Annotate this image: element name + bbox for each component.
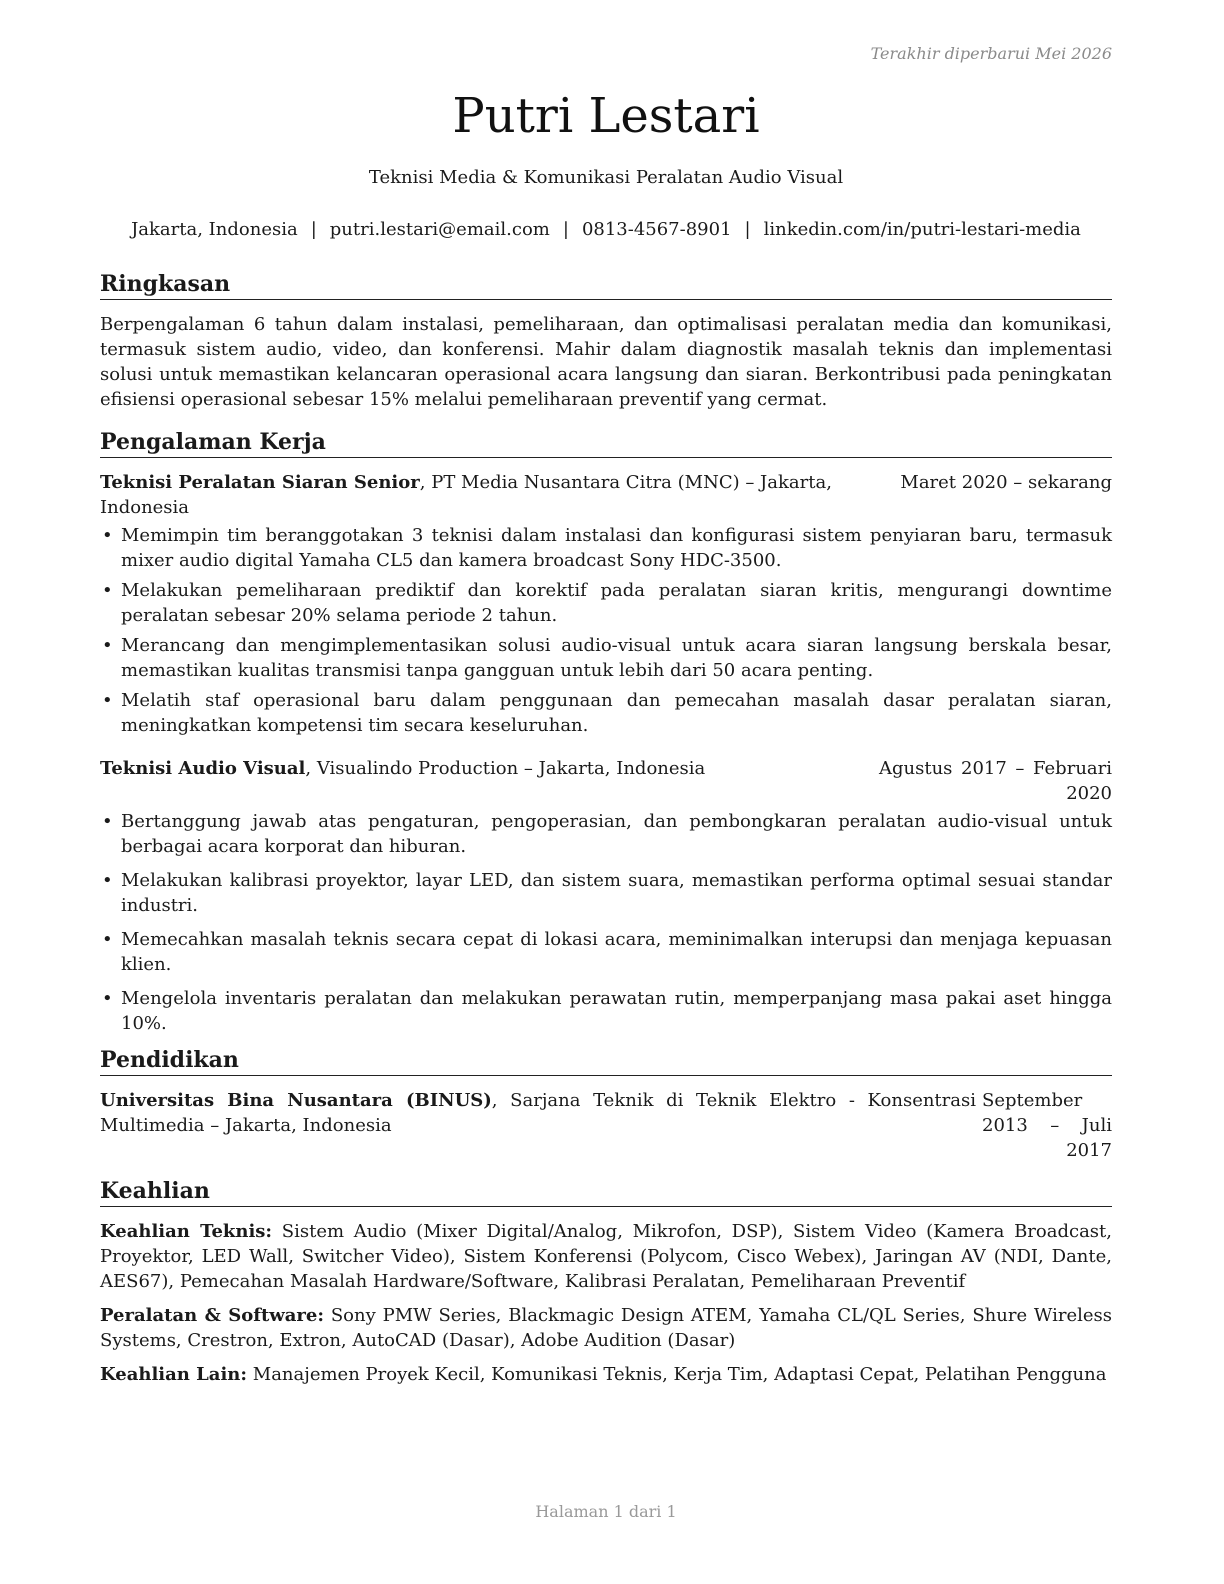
candidate-title: Teknisi Media & Komunikasi Peralatan Audio Visual	[368, 167, 844, 188]
job-bullet-list	[100, 809, 1112, 1036]
contact-separator: |	[310, 219, 317, 240]
experience-heading: Pengalaman Kerja	[100, 428, 1112, 458]
job-bullet: • Melakukan pemeliharaan prediktif dan korektif pada peralatan siaran kritis, mengurangi downtime peralatan sebesar 20% selama periode 2 tahun.	[100, 578, 1112, 628]
skill-label: Keahlian Teknis:	[100, 1221, 273, 1242]
job-company: , PT Media Nusantara Citra (MNC) – Jakarta, Indonesia	[100, 472, 832, 518]
job-dates: Maret 2020 – sekarang	[900, 472, 1112, 493]
summary-heading: Ringkasan	[100, 270, 1112, 300]
job-bullet: • Memimpin tim beranggotakan 3 teknisi dalam instalasi dan konfigurasi sistem penyiaran baru, termasuk mixer audio digital Yamaha CL5 dan kamera broadcast Sony HDC-3500.	[100, 523, 1112, 573]
job-title-line	[100, 470, 880, 520]
education-line	[100, 1088, 976, 1138]
contact-separator: |	[744, 219, 751, 240]
candidate-name: Putri Lestari	[452, 88, 760, 144]
contact-email[interactable]: putri.lestari@email.com	[329, 219, 550, 240]
skill-group	[100, 1362, 1112, 1387]
resume-page	[100, 0, 1112, 1584]
skill-text: Manajemen Proyek Kecil, Komunikasi Teknis, Kerja Tim, Adaptasi Cepat, Pelatihan Pengguna	[247, 1364, 1107, 1385]
education-detail: , Sarjana Teknik di Teknik Elektro - Konsentrasi Multimedia – Jakarta, Indonesia	[100, 1090, 976, 1136]
job-bullet: • Memecahkan masalah teknis secara cepat di lokasi acara, meminimalkan interupsi dan menjaga kepuasan klien.	[100, 927, 1112, 977]
job-entry	[100, 470, 1112, 738]
contact-linkedin[interactable]: linkedin.com/in/putri-lestari-media	[763, 219, 1081, 240]
job-company: , Visualindo Production – Jakarta, Indonesia	[305, 758, 706, 779]
page-number: Halaman 1 dari 1	[535, 1502, 677, 1521]
job-bullet: • Merancang dan mengimplementasikan solusi audio-visual untuk acara siaran langsung berskala besar, memastikan kualitas transmisi tanpa gangguan untuk lebih dari 50 acara penting.	[100, 633, 1112, 683]
education-school: Universitas Bina Nusantara (BINUS)	[100, 1090, 492, 1111]
job-header	[100, 756, 1112, 806]
contact-line	[100, 219, 1112, 240]
resume-content	[100, 270, 1112, 1396]
education-dates: September 2013 – Juli 2017	[982, 1090, 1112, 1161]
job-bullet-list	[100, 523, 1112, 738]
job-title-line	[100, 756, 859, 781]
job-bullet: • Melakukan kalibrasi proyektor, layar LED, dan sistem suara, memastikan performa optimal sesuai standar industri.	[100, 868, 1112, 918]
job-bullet: • Mengelola inventaris peralatan dan melakukan perawatan rutin, memperpanjang masa pakai aset hingga 10%.	[100, 986, 1112, 1036]
skill-label: Keahlian Lain:	[100, 1364, 248, 1385]
skill-label: Peralatan & Software:	[100, 1305, 325, 1326]
skill-group	[100, 1219, 1112, 1294]
contact-separator: |	[562, 219, 569, 240]
job-entry	[100, 756, 1112, 1036]
last-updated-note: Terakhir diperbarui Mei 2026	[870, 44, 1112, 63]
skill-text: Sistem Audio (Mixer Digital/Analog, Mikrofon, DSP), Sistem Video (Kamera Broadcast, Proyektor, LED Wall, Switcher Video), Sistem Konferensi (Polycom, Cisco Webex), Jaringan AV (NDI, Dante, AES67), Pemecahan Masalah Hardware/Software, Kalibrasi Peralatan, Pemeliharaan Preventif	[100, 1221, 1113, 1292]
job-dates: Agustus 2017 – Februari 2020	[879, 758, 1112, 804]
job-role: Teknisi Peralatan Siaran Senior	[100, 472, 420, 493]
job-header	[100, 470, 1112, 520]
skill-group	[100, 1303, 1112, 1353]
contact-phone: 0813-4567-8901	[581, 219, 732, 240]
education-entry	[100, 1088, 1112, 1163]
skills-heading: Keahlian	[100, 1177, 1112, 1207]
job-bullet: • Melatih staf operasional baru dalam penggunaan dan pemecahan masalah dasar peralatan siaran, meningkatkan kompetensi tim secara keseluruhan.	[100, 688, 1112, 738]
job-bullet: • Bertanggung jawab atas pengaturan, pengoperasian, dan pembongkaran peralatan audio-visual untuk berbagai acara korporat dan hiburan.	[100, 809, 1112, 859]
education-heading: Pendidikan	[100, 1046, 1112, 1076]
job-role: Teknisi Audio Visual	[100, 758, 306, 779]
skill-text: Sony PMW Series, Blackmagic Design ATEM, Yamaha CL/QL Series, Shure Wireless Systems, Crestron, Extron, AutoCAD (Dasar), Adobe Audition (Dasar)	[100, 1305, 1113, 1351]
contact-location: Jakarta, Indonesia	[131, 219, 298, 240]
summary-text: Berpengalaman 6 tahun dalam instalasi, pemeliharaan, dan optimalisasi peralatan media dan komunikasi, termasuk sistem audio, video, dan konferensi. Mahir dalam diagnostik masalah teknis dan implementasi solusi untuk memastikan kelancaran operasional acara langsung dan siaran. Berkontribusi pada peningkatan efisiensi operasional sebesar 15% melalui pemeliharaan preventif yang cermat.	[100, 314, 1112, 410]
